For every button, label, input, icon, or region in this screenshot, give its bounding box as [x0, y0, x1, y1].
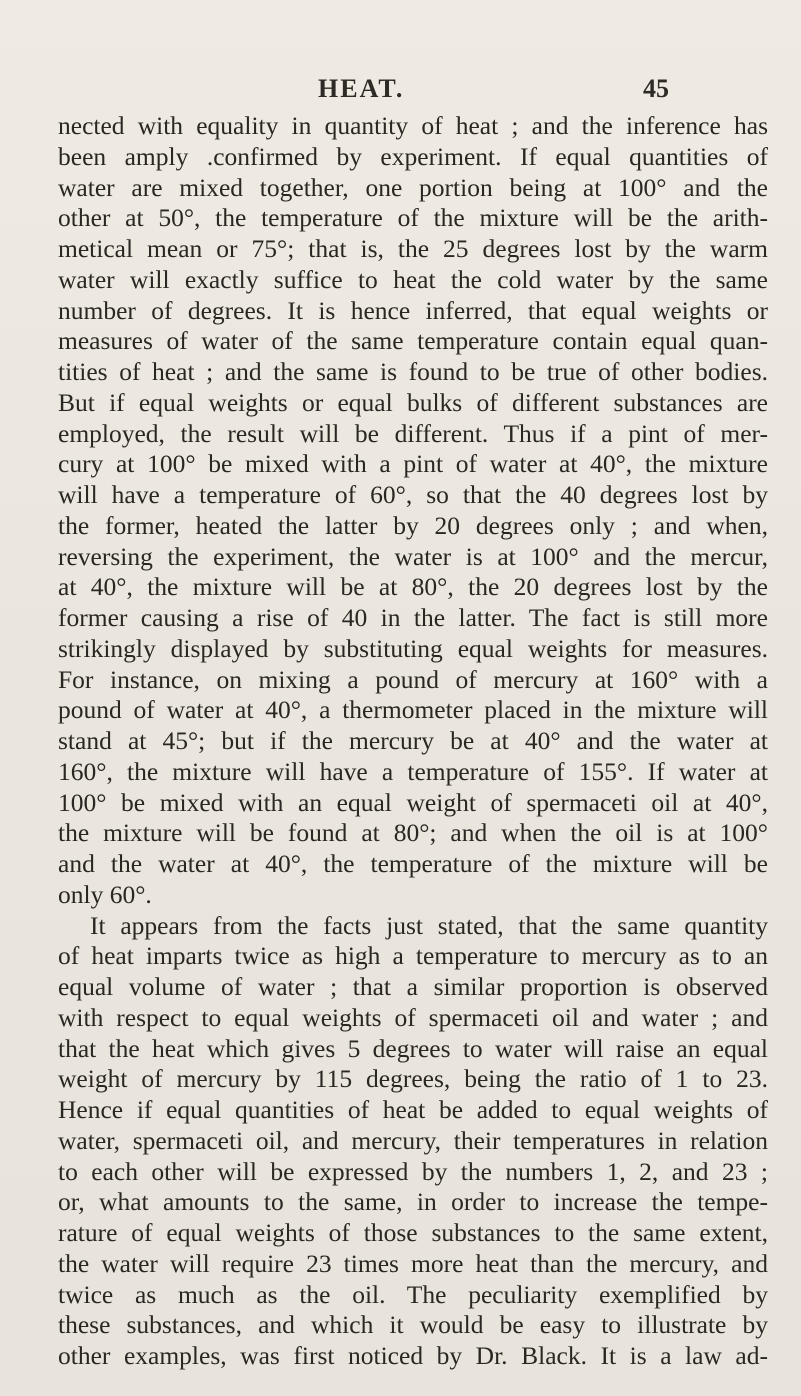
text-line: measures of water of the same temperature contain equal quan- — [58, 326, 768, 356]
text-line: cury at 100° be mixed with a pint of water at 40°, the mixture — [58, 449, 768, 479]
text-line: of heat imparts twice as high a temperature to mercury as to an — [58, 941, 768, 971]
text-line: pound of water at 40°, a thermometer placed in the mixture will — [58, 695, 768, 725]
text-line: with respect to equal weights of spermaceti oil and water ; and — [58, 1002, 768, 1032]
text-line: strikingly displayed by substituting equal weights for measures. — [58, 633, 768, 663]
text-line: reversing the experiment, the water is at 100° and the mercur, — [58, 541, 768, 571]
text-line: the former, heated the latter by 20 degrees only ; and when, — [58, 510, 768, 540]
text-line: 160°, the mixture will have a temperature of 155°. If water at — [58, 756, 768, 786]
text-line: weight of mercury by 115 degrees, being the ratio of 1 to 23. — [58, 1064, 768, 1094]
running-title: HEAT. — [318, 74, 405, 103]
text-line: For instance, on mixing a pound of mercury at 160° with a — [58, 664, 768, 694]
text-line: tities of heat ; and the same is found to be true of other bodies. — [58, 357, 768, 386]
text-line: Hence if equal quantities of heat be added to equal weights of — [58, 1095, 768, 1124]
text-line: or, what amounts to the same, in order to increase the tempe- — [58, 1187, 768, 1217]
text-line: other examples, was first noticed by Dr. Black. It is a law ad- — [58, 1341, 768, 1370]
body-text — [58, 111, 768, 1372]
text-line: nected with equality in quantity of heat ; and the inference has — [58, 111, 768, 140]
text-line: metical mean or 75°; that is, the 25 degrees lost by the warm — [58, 234, 768, 263]
text-line: the mixture will be found at 80°; and when the oil is at 100° — [58, 818, 768, 848]
text-line: 100° be mixed with an equal weight of spermaceti oil at 40°, — [58, 787, 768, 817]
text-line: and the water at 40°, the temperature of the mixture will be — [58, 849, 768, 878]
text-line: stand at 45°; but if the mercury be at 40° and the water at — [58, 726, 768, 755]
text-line: former causing a rise of 40 in the latter. The fact is still more — [58, 603, 768, 632]
page-number: 45 — [643, 74, 669, 103]
text-line: other at 50°, the temperature of the mixture will be the arith- — [58, 203, 768, 233]
text-line: But if equal weights or equal bulks of different substances are — [58, 387, 768, 417]
text-line: will have a temperature of 60°, so that the 40 degrees lost by — [58, 480, 768, 509]
text-line: It appears from the facts just stated, that the same quantity — [90, 910, 768, 940]
text-line: twice as much as the oil. The peculiarity exemplified by — [58, 1279, 768, 1309]
text-line: rature of equal weights of those substances to the same extent, — [58, 1218, 768, 1247]
text-line: employed, the result will be different. Thus if a pint of mer- — [58, 418, 768, 448]
text-line: that the heat which gives 5 degrees to water will raise an equal — [58, 1033, 768, 1063]
text-line: water, spermaceti oil, and mercury, their temperatures in relation — [58, 1125, 768, 1155]
text-line: number of degrees. It is hence inferred, that equal weights or — [58, 295, 768, 325]
text-line: only 60°. — [58, 879, 152, 909]
text-line: water are mixed together, one portion being at 100° and the — [58, 172, 768, 202]
text-line: at 40°, the mixture will be at 80°, the 20 degrees lost by the — [58, 572, 768, 602]
running-head — [0, 74, 801, 110]
text-line: to each other will be expressed by the numbers 1, 2, and 23 ; — [58, 1156, 768, 1186]
text-line: the water will require 23 times more heat than the mercury, and — [58, 1248, 768, 1278]
text-line: equal volume of water ; that a similar proportion is observed — [58, 972, 768, 1001]
text-line: been amply .confirmed by experiment. If equal quantities of — [58, 141, 768, 171]
text-line: these substances, and which it would be easy to illustrate by — [58, 1310, 768, 1340]
text-line: water will exactly suffice to heat the cold water by the same — [58, 264, 768, 294]
